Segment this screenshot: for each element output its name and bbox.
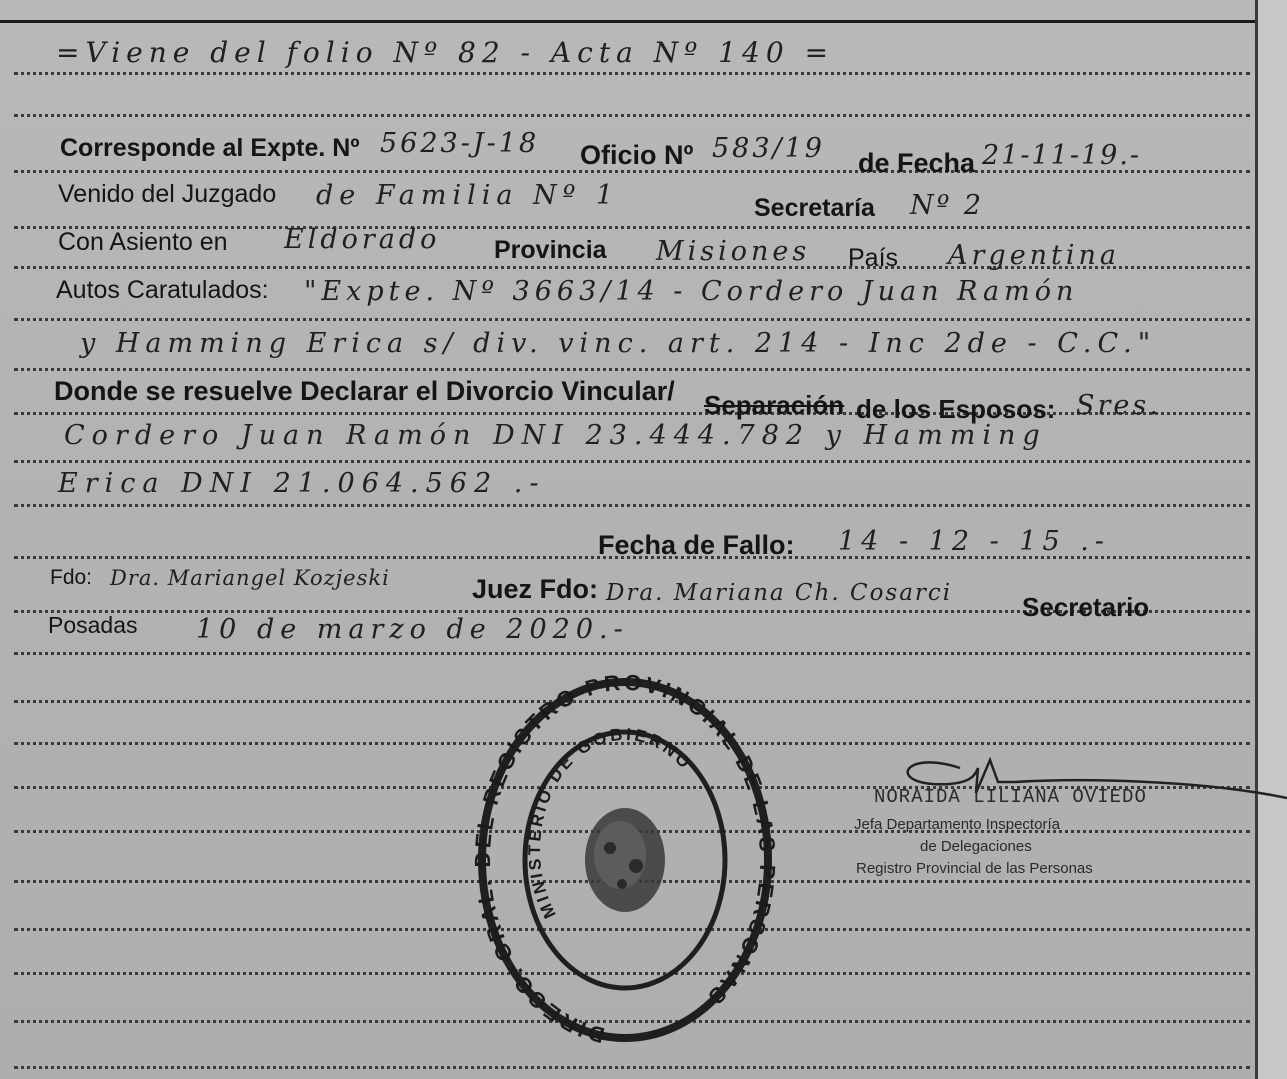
oficio-value: 583/19: [712, 133, 825, 164]
fecha-label: de Fecha: [858, 148, 976, 178]
secretaria-label: Secretaría: [754, 194, 875, 222]
autos-label: Autos Caratulados:: [56, 276, 269, 304]
fecha-value: 21-11-19.-: [982, 140, 1142, 171]
ruled-line: [14, 368, 1250, 371]
ruled-line: [14, 114, 1250, 117]
ruled-line: [14, 652, 1250, 655]
ruled-line: [14, 460, 1250, 463]
autos-value-1: "Expte. Nº 3663/14 - Cordero Juan Ramón: [304, 276, 1079, 307]
page-edge: [1255, 0, 1287, 1079]
asiento-label: Con Asiento en: [58, 228, 228, 256]
autos-value-2: y Hamming Erica s/ div. vinc. art. 214 - Inc 2de - C.C.": [80, 328, 1157, 359]
ruled-line: [14, 318, 1250, 321]
signatory-title-3: Registro Provincial de las Personas: [856, 860, 1093, 877]
esposos-label: de los Esposos:: [856, 394, 1056, 424]
signatory-name: NORAIDA LILIANA OVIEDO: [874, 786, 1147, 808]
expte-value: 5623-J-18: [380, 128, 540, 159]
asiento-value: Eldorado: [284, 224, 441, 255]
separacion-struck: Separación: [704, 390, 845, 420]
pais-label: País: [848, 244, 899, 272]
ruled-line: [14, 504, 1250, 507]
signatory-title-2: de Delegaciones: [920, 838, 1032, 855]
juzgado-value: de Familia Nº 1: [316, 180, 620, 211]
resuelve-label: Donde se resuelve Declarar el Divorcio Vincular/: [54, 376, 675, 406]
juez-signature: Dra. Mariangel Kozjeski: [110, 566, 390, 590]
official-seal: [470, 670, 780, 1050]
pais-value: Argentina: [948, 240, 1121, 271]
header-note: =Viene del folio Nº 82 - Acta Nº 140 =: [56, 36, 835, 69]
fecha-fallo-label: Fecha de Fallo:: [598, 530, 795, 560]
ruled-line: [14, 412, 1250, 415]
esposos-value-1: Sres.: [1076, 390, 1161, 421]
secretaria-value: Nº 2: [910, 190, 985, 221]
ruled-line: [14, 72, 1250, 75]
provincia-value: Misiones: [656, 236, 811, 267]
posadas-date: 10 de marzo de 2020.-: [196, 614, 629, 645]
esposos-value-3: Erica DNI 21.064.562 .-: [58, 468, 546, 499]
seal-inner-text: MINISTERIO DE GOBIERNO: [524, 724, 696, 922]
esposos-value-2: Cordero Juan Ramón DNI 23.444.782 y Hamming: [64, 420, 1047, 451]
expte-label: Corresponde al Expte. Nº: [60, 134, 360, 162]
juzgado-label: Venido del Juzgado: [58, 180, 277, 208]
secretario-label: Secretario: [1022, 592, 1150, 622]
signatory-title-1: Jefa Departamento Inspectoría: [854, 816, 1060, 833]
coat-of-arms-emblem: [585, 808, 665, 912]
ruled-line: [14, 1066, 1250, 1069]
provincia-label: Provincia: [494, 236, 607, 264]
oficio-label: Oficio Nº: [580, 140, 694, 170]
top-border: [0, 20, 1255, 23]
seal-outer-text: DIRECC. GRAL. DEL REGISTRO PROVINCIAL DE LAS PERSONAS: [470, 670, 780, 1048]
juez-label: Juez Fdo:: [472, 574, 598, 604]
secretario-signature: Dra. Mariana Ch. Cosarci: [606, 580, 953, 606]
fecha-fallo-value: 14 - 12 - 15 .-: [838, 526, 1110, 557]
fdo-label: Fdo:: [50, 566, 93, 589]
posadas-label: Posadas: [48, 612, 138, 638]
